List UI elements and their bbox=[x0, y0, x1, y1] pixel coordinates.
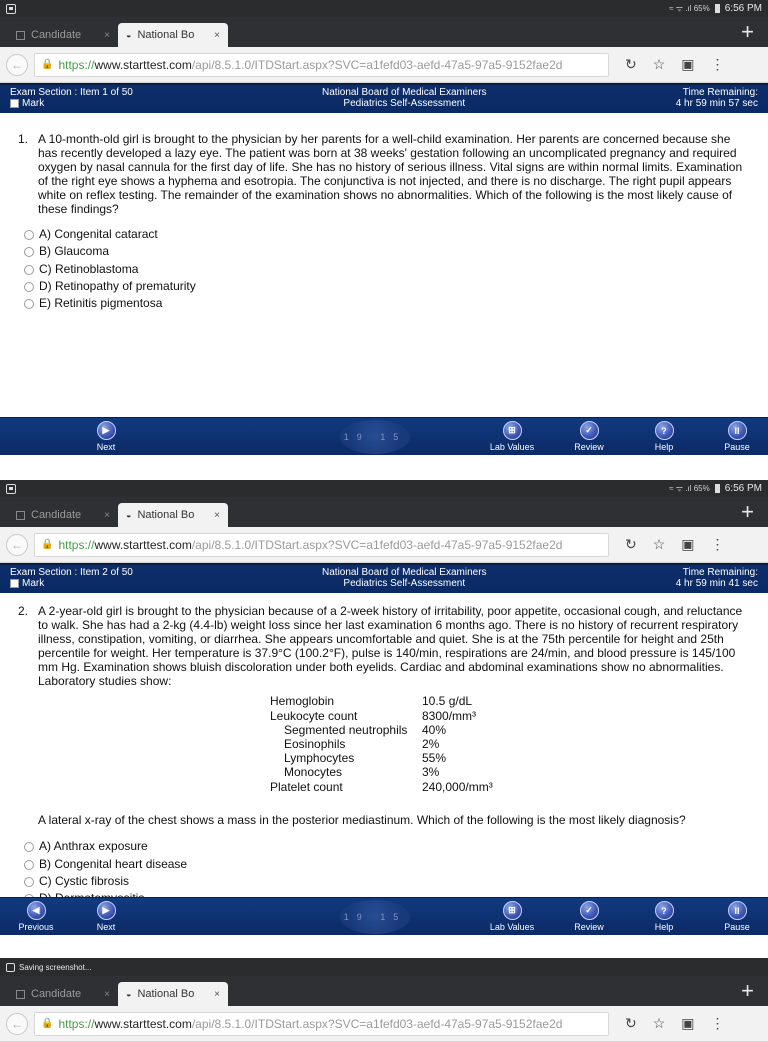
tab-label: National Bo bbox=[137, 509, 195, 521]
question-area bbox=[0, 593, 768, 897]
lab-row bbox=[270, 694, 748, 708]
question-stem: A 2-year-old girl is brought to the physician because of a 2-week history of irritability, poor appetite, occasional cough, and reluctance to walk. She has had a 2-kg (4.4-lb) weight loss since her last examination 6 months ago. There is no history of recurrent respiratory illness, constipation, vomiting, or diarrhea. She appears uncomfortable and quiet. She is at the 75th percentile for height and 25th percentile for weight. Her temperature is 37.9°C (100.2°F), pulse is 140/min, respirations are 24/min, and blood pressure is 145/100 mm Hg. Examination shows bluish discoloration under both eyelids. Cardiac and abdominal examinations show no abnormalities. Laboratory studies show: bbox=[38, 604, 743, 688]
mark-label: Mark bbox=[22, 98, 45, 109]
browser-tab-strip bbox=[0, 497, 768, 527]
back-icon[interactable]: ← bbox=[6, 54, 28, 76]
previous-button[interactable] bbox=[11, 901, 61, 932]
checkmark-icon: ✓ bbox=[580, 421, 599, 440]
url-path: /api/8.5.1.0/ITDStart.aspx?SVC=a1fefd03-aefd-47a5-97a5-9152fae2d bbox=[191, 57, 563, 72]
star-icon[interactable]: ☆ bbox=[652, 56, 666, 72]
help-label: Help bbox=[654, 922, 674, 932]
close-tab-icon[interactable]: × bbox=[214, 509, 220, 521]
answer-option[interactable] bbox=[24, 839, 748, 856]
page-icon bbox=[16, 31, 25, 40]
extension-icon[interactable]: ▣ bbox=[681, 536, 695, 552]
tab-label: National Bo bbox=[137, 29, 195, 41]
answer-label: D) Retinopathy of prematurity bbox=[39, 279, 196, 294]
answer-option[interactable] bbox=[24, 226, 748, 243]
next-button[interactable] bbox=[81, 421, 131, 452]
answer-label: E) Retinitis pigmentosa bbox=[39, 296, 163, 311]
new-tab-icon[interactable]: + bbox=[741, 978, 754, 1003]
clock: 6:56 PM bbox=[724, 483, 762, 494]
battery-icon bbox=[715, 4, 720, 13]
extension-icon[interactable]: ▣ bbox=[681, 56, 695, 72]
url-domain: www.starttest.com bbox=[94, 537, 192, 552]
close-tab-icon[interactable]: × bbox=[214, 29, 220, 41]
tab-candidate[interactable] bbox=[8, 23, 118, 47]
nbme-seal: 19 15 bbox=[340, 900, 410, 934]
screenshot-frame-2 bbox=[0, 480, 768, 935]
item-counter: Exam Section : Item 1 of 50 bbox=[10, 87, 133, 98]
lab-value: 40% bbox=[422, 722, 447, 737]
screenshot-icon bbox=[6, 484, 16, 494]
radio-icon[interactable] bbox=[24, 860, 34, 870]
pause-label: Pause bbox=[724, 922, 750, 932]
lab-row bbox=[270, 780, 748, 794]
battery-icon bbox=[715, 484, 720, 493]
screenshot-icon bbox=[6, 963, 15, 972]
exam-title: Pediatrics Self-Assessment bbox=[343, 98, 466, 109]
review-label: Review bbox=[574, 442, 604, 452]
android-status-bar bbox=[0, 0, 768, 17]
reload-icon[interactable]: ↻ bbox=[625, 1015, 637, 1031]
nbme-seal: 19 15 bbox=[340, 420, 410, 454]
answer-option[interactable] bbox=[24, 244, 748, 261]
menu-icon[interactable]: ⋮ bbox=[710, 1015, 725, 1031]
screenshot-icon bbox=[6, 4, 16, 14]
lock-icon: 🔒 bbox=[41, 1018, 54, 1029]
exam-header bbox=[0, 83, 768, 113]
close-tab-icon[interactable]: × bbox=[104, 988, 110, 1000]
item-counter: Exam Section : Item 2 of 50 bbox=[10, 567, 133, 578]
question-followup: A lateral x-ray of the chest shows a mass in the posterior mediastinum. Which of the following is the most likely diagnosis? bbox=[38, 812, 686, 827]
exam-title: Pediatrics Self-Assessment bbox=[343, 578, 466, 589]
answer-label: A) Anthrax exposure bbox=[39, 839, 148, 854]
url-path: /api/8.5.1.0/ITDStart.aspx?SVC=a1fefd03-aefd-47a5-97a5-9152fae2d bbox=[191, 1016, 563, 1031]
star-icon[interactable]: ☆ bbox=[652, 1015, 666, 1031]
page-icon bbox=[16, 511, 25, 520]
next-label: Next bbox=[96, 442, 116, 452]
review-button[interactable] bbox=[564, 421, 614, 452]
tab-national-board[interactable] bbox=[118, 23, 228, 47]
url-protocol: https:// bbox=[58, 537, 95, 552]
lab-values-button[interactable] bbox=[487, 421, 537, 452]
help-label: Help bbox=[654, 442, 674, 452]
favicon-icon: ◒ bbox=[126, 30, 132, 40]
time-label: Time Remaining: bbox=[682, 567, 758, 578]
exam-header bbox=[0, 563, 768, 593]
saving-notification bbox=[0, 958, 768, 976]
checkbox-icon bbox=[10, 579, 19, 588]
menu-icon[interactable]: ⋮ bbox=[710, 56, 725, 72]
exam-nav-bar bbox=[0, 897, 768, 935]
answer-list bbox=[18, 226, 748, 312]
url-protocol: https:// bbox=[58, 57, 95, 72]
checkbox-icon bbox=[10, 99, 19, 108]
answer-label: C) Retinoblastoma bbox=[39, 261, 139, 276]
lab-value: 240,000/mm³ bbox=[422, 779, 493, 794]
close-tab-icon[interactable]: × bbox=[214, 988, 220, 1000]
lab-value: 8300/mm³ bbox=[422, 708, 477, 723]
url-field[interactable] bbox=[34, 1012, 609, 1036]
extension-icon[interactable]: ▣ bbox=[681, 1015, 695, 1031]
close-tab-icon[interactable]: × bbox=[104, 509, 110, 521]
lab-value: 2% bbox=[422, 737, 440, 752]
lab-name: Hemoglobin bbox=[270, 694, 335, 709]
lab-value: 10.5 g/dL bbox=[422, 694, 473, 709]
radio-icon[interactable] bbox=[24, 299, 34, 309]
previous-arrow-icon: ◀ bbox=[27, 901, 46, 920]
help-icon: ? bbox=[655, 421, 674, 440]
lab-name: Segmented neutrophils bbox=[284, 722, 408, 737]
radio-icon[interactable] bbox=[24, 842, 34, 852]
help-button[interactable] bbox=[639, 901, 689, 932]
tab-label: National Bo bbox=[137, 988, 195, 1000]
tab-label: Candidate bbox=[31, 988, 82, 1000]
url-path: /api/8.5.1.0/ITDStart.aspx?SVC=a1fefd03-aefd-47a5-97a5-9152fae2d bbox=[191, 537, 563, 552]
lab-values-label: Lab Values bbox=[489, 442, 535, 452]
browser-tab-strip bbox=[0, 17, 768, 47]
lab-row bbox=[270, 709, 748, 723]
answer-option[interactable] bbox=[24, 856, 748, 873]
answer-option[interactable] bbox=[24, 296, 748, 313]
screenshot-frame-3 bbox=[0, 958, 768, 1042]
question-stem: A 10-month-old girl is brought to the physician by her parents for a well-child examination. Her parents are concerned because she has recently developed a lazy eye. The patient was born at 38 weeks' gestation following an uncomplicated pregnancy and required oxygen by nasal cannula for the first day of life. She has no history of serious illness. Vital signs are within normal limits. Examination of the right eye shows a hyphema and esotropia. The conjunctiva is not injected, and there is no discharge. The right pupil appears white on reflex testing. The remainder of the examination shows no abnormalities. Which of the following is the most likely cause of these findings? bbox=[38, 132, 743, 216]
answer-label: A) Congenital cataract bbox=[39, 227, 158, 242]
flask-icon: ⊞ bbox=[503, 421, 522, 440]
next-arrow-icon: ▶ bbox=[97, 421, 116, 440]
lab-value: 55% bbox=[422, 751, 447, 766]
org-title: National Board of Medical Examiners bbox=[322, 567, 487, 578]
help-button[interactable] bbox=[639, 421, 689, 452]
mark-checkbox[interactable] bbox=[10, 98, 133, 109]
favicon-icon: ◒ bbox=[126, 510, 132, 520]
lab-name: Platelet count bbox=[270, 779, 343, 794]
flask-icon: ⊞ bbox=[503, 901, 522, 920]
lab-name: Monocytes bbox=[284, 765, 343, 780]
lab-results-table bbox=[270, 694, 748, 793]
android-status-bar bbox=[0, 480, 768, 497]
back-icon[interactable]: ← bbox=[6, 534, 28, 556]
answer-option[interactable] bbox=[24, 873, 748, 890]
time-remaining: 4 hr 59 min 57 sec bbox=[675, 98, 758, 109]
tab-label: Candidate bbox=[31, 509, 82, 521]
url-field[interactable] bbox=[34, 53, 609, 77]
time-label: Time Remaining: bbox=[682, 87, 758, 98]
exam-nav-bar bbox=[0, 417, 768, 455]
answer-label: C) Cystic fibrosis bbox=[39, 874, 130, 889]
question-number: 1. bbox=[18, 132, 29, 146]
lab-name: Lymphocytes bbox=[284, 751, 355, 766]
address-bar bbox=[0, 527, 768, 563]
tab-national-board[interactable] bbox=[118, 503, 228, 527]
url-protocol: https:// bbox=[58, 1016, 95, 1031]
pause-icon: II bbox=[728, 421, 747, 440]
previous-label: Previous bbox=[18, 922, 54, 932]
radio-icon[interactable] bbox=[24, 247, 34, 257]
tab-label: Candidate bbox=[31, 29, 82, 41]
tab-national-board[interactable] bbox=[118, 982, 228, 1006]
pause-button[interactable] bbox=[712, 421, 762, 452]
answer-option[interactable] bbox=[24, 261, 748, 278]
pause-button[interactable] bbox=[712, 901, 762, 932]
lab-row bbox=[270, 723, 748, 737]
next-arrow-icon: ▶ bbox=[97, 901, 116, 920]
url-domain: www.starttest.com bbox=[94, 57, 192, 72]
new-tab-icon[interactable]: + bbox=[741, 19, 754, 44]
question-area bbox=[0, 113, 768, 417]
mark-label: Mark bbox=[22, 578, 45, 589]
browser-tab-strip bbox=[0, 976, 768, 1006]
radio-icon[interactable] bbox=[24, 877, 34, 887]
address-bar bbox=[0, 47, 768, 83]
url-domain: www.starttest.com bbox=[94, 1016, 192, 1031]
lab-value: 3% bbox=[422, 765, 440, 780]
reload-icon[interactable]: ↻ bbox=[625, 536, 637, 552]
new-tab-icon[interactable]: + bbox=[741, 499, 754, 524]
radio-icon[interactable] bbox=[24, 282, 34, 292]
address-bar bbox=[0, 1006, 768, 1042]
lab-values-label: Lab Values bbox=[489, 922, 535, 932]
menu-icon[interactable]: ⋮ bbox=[710, 536, 725, 552]
next-label: Next bbox=[96, 922, 116, 932]
close-tab-icon[interactable]: × bbox=[104, 29, 110, 41]
lab-row bbox=[270, 765, 748, 779]
next-button[interactable] bbox=[81, 901, 131, 932]
tab-candidate[interactable] bbox=[8, 982, 118, 1006]
tab-candidate[interactable] bbox=[8, 503, 118, 527]
question-number: 2. bbox=[18, 604, 29, 618]
page-icon bbox=[16, 990, 25, 999]
signal-icon: ≈ ᯤ .ıl 65% bbox=[669, 484, 710, 493]
answer-option[interactable] bbox=[24, 278, 748, 295]
back-icon[interactable]: ← bbox=[6, 1013, 28, 1035]
star-icon[interactable]: ☆ bbox=[652, 536, 666, 552]
screenshot-frame-1 bbox=[0, 0, 768, 455]
lab-row bbox=[270, 737, 748, 751]
reload-icon[interactable]: ↻ bbox=[625, 56, 637, 72]
signal-icon: ≈ ᯤ .ıl 65% bbox=[669, 4, 710, 13]
mark-checkbox[interactable] bbox=[10, 578, 133, 589]
pause-icon: II bbox=[728, 901, 747, 920]
checkmark-icon: ✓ bbox=[580, 901, 599, 920]
answer-label: B) Glaucoma bbox=[39, 244, 110, 259]
time-remaining: 4 hr 59 min 41 sec bbox=[675, 578, 758, 589]
lock-icon: 🔒 bbox=[41, 59, 54, 70]
radio-icon[interactable] bbox=[24, 265, 34, 275]
saving-text: Saving screenshot... bbox=[19, 962, 92, 972]
org-title: National Board of Medical Examiners bbox=[322, 87, 487, 98]
pause-label: Pause bbox=[724, 442, 750, 452]
help-icon: ? bbox=[655, 901, 674, 920]
lab-values-button[interactable] bbox=[487, 901, 537, 932]
url-field[interactable] bbox=[34, 533, 609, 557]
review-label: Review bbox=[574, 922, 604, 932]
clock: 6:56 PM bbox=[724, 3, 762, 14]
lab-name: Eosinophils bbox=[284, 737, 346, 752]
review-button[interactable] bbox=[564, 901, 614, 932]
answer-label: B) Congenital heart disease bbox=[39, 856, 188, 871]
radio-icon[interactable] bbox=[24, 230, 34, 240]
favicon-icon: ◒ bbox=[126, 989, 132, 999]
lab-row bbox=[270, 751, 748, 765]
lock-icon: 🔒 bbox=[41, 539, 54, 550]
lab-name: Leukocyte count bbox=[270, 708, 358, 723]
